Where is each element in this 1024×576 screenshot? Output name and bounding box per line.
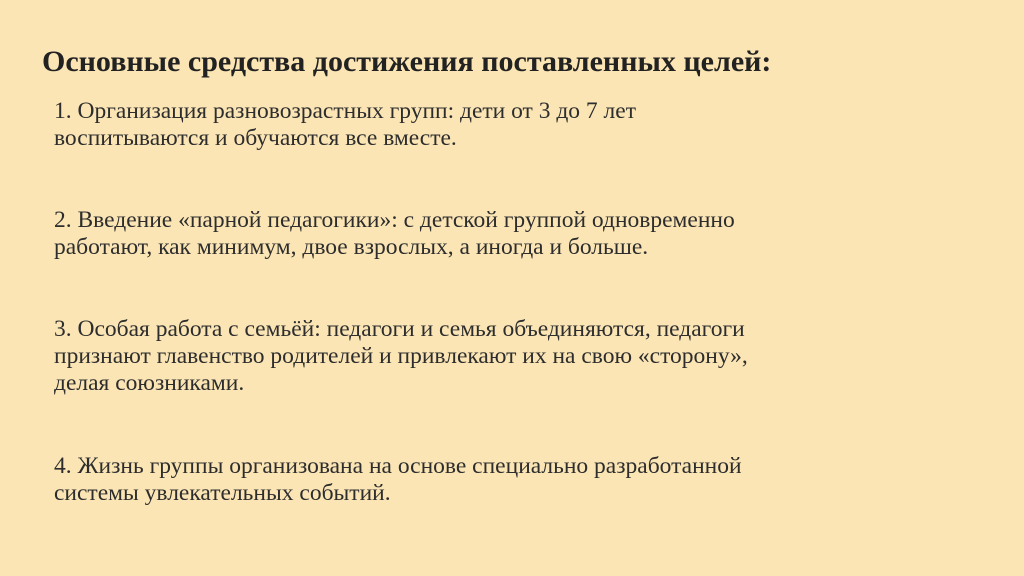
slide-title: Основные средства достижения поставленных целей: [42, 45, 772, 78]
list-item-2-line-2: работают, как минимум, двое взрослых, а иногда и больше. [54, 234, 649, 260]
list-item-3 [54, 316, 954, 397]
list-item-4-line-2: системы увлекательных событий. [54, 480, 391, 506]
list-item-2-line-1: 2. Введение «парной педагогики»: с детской группой одновременно [54, 207, 735, 233]
list-item-1 [54, 98, 954, 152]
list-item-4-line-1: 4. Жизнь группы организована на основе специально разработанной [54, 453, 742, 479]
list-item-1-line-2: воспитываются и обучаются все вместе. [54, 125, 457, 151]
list-item-3-line-2: признают главенство родителей и привлекают их на свою «сторону», [54, 343, 748, 369]
list-item-3-line-1: 3. Особая работа с семьёй: педагоги и семья объединяются, педагоги [54, 316, 745, 342]
list-item-1-line-1: 1. Организация разновозрастных групп: дети от 3 до 7 лет [54, 98, 636, 124]
list-item-4 [54, 453, 954, 507]
list-item-2 [54, 207, 954, 261]
list-item-3-line-3: делая союзниками. [54, 370, 245, 396]
